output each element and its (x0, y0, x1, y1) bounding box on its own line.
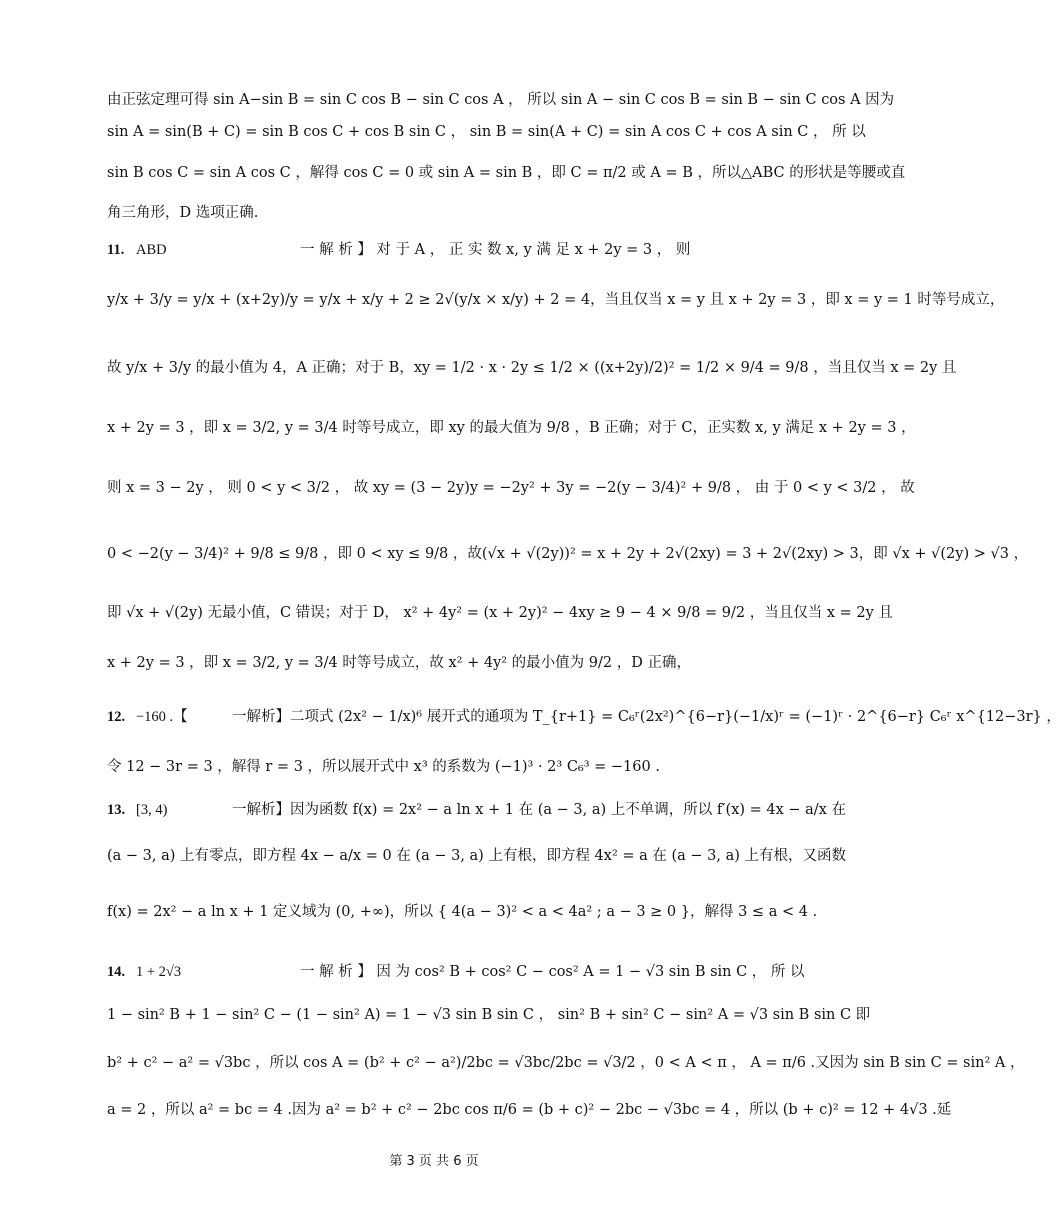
solution-answer: −160 .【 (136, 709, 188, 725)
text-line: 由正弦定理可得 sin A−sin B = sin C cos B − sin C cos A ， 所以 sin A − sin C cos B = sin B − sin C cos A 因为 (107, 92, 895, 108)
solution-number: 11. (107, 242, 125, 258)
text-line: y/x + 3/y = y/x + (x+2y)/y = y/x + x/y + 2 ≥ 2√(y/x × x/y) + 2 = 4，当且仅当 x = y 且 x + 2y = 3 ，即 x = y = 1 时等号成立， (107, 292, 1005, 308)
text-line: 1 − sin² B + 1 − sin² C − (1 − sin² A) = 1 − √3 sin B sin C ， sin² B + sin² C − sin² A = √3 sin B sin C 即 (107, 1007, 871, 1023)
solution-number: 13. (107, 802, 126, 818)
text-line: 则 x = 3 − 2y ， 则 0 < y < 3/2 ， 故 xy = (3 − 2y)y = −2y² + 3y = −2(y − 3/4)² + 9/8 ， 由 于 0 < y < 3/2 ， 故 (107, 480, 915, 496)
text-line: sin B cos C = sin A cos C ，解得 cos C = 0 或 sin A = sin B ，即 C = π/2 或 A = B ，所以△ABC 的形状是等腰或直 (107, 165, 906, 181)
text-line: 角三角形，D 选项正确. (107, 205, 259, 221)
solution-answer: [3, 4) (136, 802, 168, 818)
text-line: 令 12 − 3r = 3 ，解得 r = 3 ，所以展开式中 x³ 的系数为 (−1)³ · 2³ C₆³ = −160 . (107, 759, 660, 775)
solution-number: 14. (107, 964, 126, 980)
text-line: a = 2 ，所以 a² = bc = 4 .因为 a² = b² + c² − 2bc cos π/6 = (b + c)² − 2bc − √3bc = 4 ，所以 (b + c)² = 12 + 4√3 .延 (107, 1102, 952, 1118)
solution-number: 12. (107, 709, 126, 725)
solution-answer: ABD (136, 242, 167, 258)
solution-text: 一 解 析 】 因 为 cos² B + cos² C − cos² A = 1 − √3 sin B sin C ， 所 以 (300, 964, 805, 980)
text-line: 0 < −2(y − 3/4)² + 9/8 ≤ 9/8 ，即 0 < xy ≤ 9/8 ，故(√x + √(2y))² = x + 2y + 2√(2xy) = 3 + 2√(2xy) > 3，即 √x + √(2y) > √3 ， (107, 546, 1029, 562)
solution-text: 一解析】因为函数 f(x) = 2x² − a ln x + 1 在 (a − 3, a) 上不单调，所以 f′(x) = 4x − a/x 在 (232, 802, 846, 818)
text-line: 即 √x + √(2y) 无最小值，C 错误；对于 D， x² + 4y² = (x + 2y)² − 4xy ≥ 9 − 4 × 9/8 = 9/2 ，当且仅当 x = 2y 且 (107, 605, 893, 621)
solution-answer: 1 + 2√3 (136, 964, 182, 980)
text-line: b² + c² − a² = √3bc ，所以 cos A = (b² + c² − a²)/2bc = √3bc/2bc = √3/2 ，0 < A < π ， A = π/6 .又因为 sin B sin C = sin² A ， (107, 1055, 1025, 1071)
text-line: sin A = sin(B + C) = sin B cos C + cos B sin C ， sin B = sin(A + C) = sin A cos C + cos A sin C ， 所 以 (107, 124, 866, 140)
page-footer: 第 3 页 共 6 页 (389, 1154, 479, 1169)
solution-text: 一解析】二项式 (2x² − 1/x)⁶ 展开式的通项为 T_{r+1} = C₆ʳ(2x²)^{6−r}(−1/x)ʳ = (−1)ʳ · 2^{6−r} C₆ʳ x^{12−3r} ， (232, 709, 1061, 725)
text-line: f(x) = 2x² − a ln x + 1 定义域为 (0, +∞)，所以 { 4(a − 3)² < a < 4a² ; a − 3 ≥ 0 }，解得 3 ≤ a < 4 . (107, 904, 818, 920)
text-line: x + 2y = 3 ，即 x = 3/2, y = 3/4 时等号成立，即 xy 的最大值为 9/8 ，B 正确；对于 C，正实数 x, y 满足 x + 2y = 3 ， (107, 420, 916, 436)
text-line: x + 2y = 3 ，即 x = 3/2, y = 3/4 时等号成立，故 x² + 4y² 的最小值为 9/2 ，D 正确， (107, 655, 691, 671)
solution-text: 一 解 析 】 对 于 A ， 正 实 数 x, y 满 足 x + 2y = 3 ， 则 (300, 242, 691, 258)
text-line: (a − 3, a) 上有零点，即方程 4x − a/x = 0 在 (a − 3, a) 上有根，即方程 4x² = a 在 (a − 3, a) 上有根，又函数 (107, 848, 847, 864)
text-line: 故 y/x + 3/y 的最小值为 4，A 正确；对于 B，xy = 1/2 · x · 2y ≤ 1/2 × ((x+2y)/2)² = 1/2 × 9/4 = 9/8 ，当且仅当 x = 2y 且 (107, 360, 957, 376)
